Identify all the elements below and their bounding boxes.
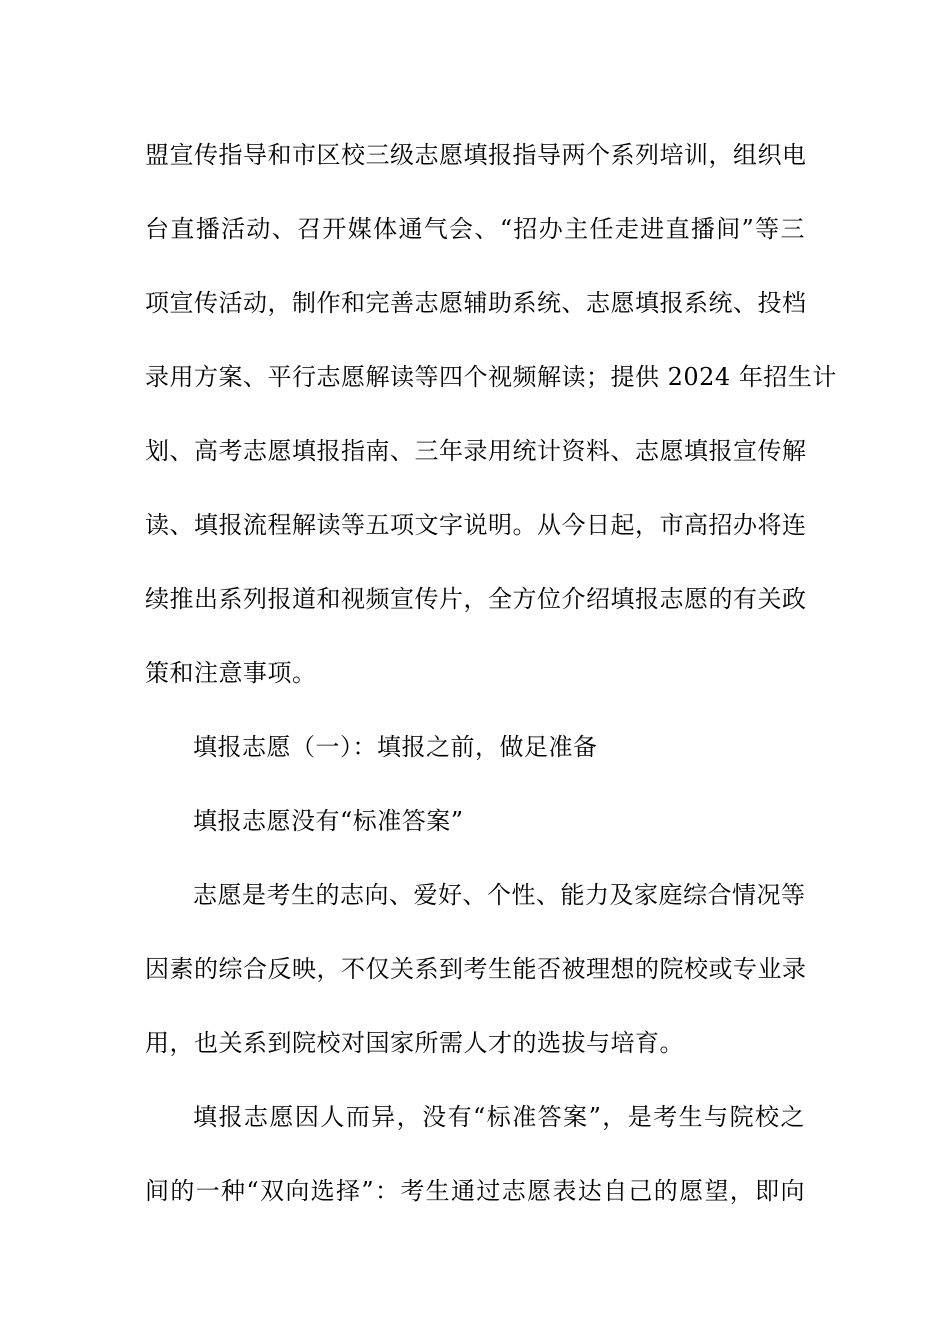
text-line: 策和注意事项。 <box>145 659 317 687</box>
subsection-heading: 填报志愿没有“标准答案” <box>193 807 464 835</box>
section-heading: 填报志愿（一）：填报之前，做足准备 <box>193 733 598 761</box>
text-line: 间的一种“双向选择”：考生通过志愿表达自己的愿望，即向 <box>145 1177 805 1205</box>
text-line: 续推出系列报道和视频宣传片，全方位介绍填报志愿的有关政 <box>145 585 807 613</box>
text-line: 划、高考志愿填报指南、三年录用统计资料、志愿填报宣传解 <box>145 437 807 465</box>
document-body <box>145 125 837 1235</box>
text-line: 项宣传活动，制作和完善志愿辅助系统、志愿填报系统、投档 <box>145 289 807 317</box>
text-line: 台直播活动、召开媒体通气会、“招办主任走进直播间”等三 <box>145 215 805 243</box>
text-line: 志愿是考生的志向、爱好、个性、能力及家庭综合情况等 <box>193 881 806 909</box>
text-line: 盟宣传指导和市区校三级志愿填报指导两个系列培训，组织电 <box>145 141 807 169</box>
text-line: 录用方案、平行志愿解读等四个视频解读；提供 2024 年招生计 <box>145 363 837 391</box>
text-line: 填报志愿因人而异，没有“标准答案”，是考生与院校之 <box>193 1103 805 1131</box>
text-line: 读、填报流程解读等五项文字说明。从今日起，市高招办将连 <box>145 511 807 539</box>
text-line: 因素的综合反映，不仅关系到考生能否被理想的院校或专业录 <box>145 955 807 983</box>
text-line: 用，也关系到院校对国家所需人才的选拔与培育。 <box>145 1029 684 1057</box>
